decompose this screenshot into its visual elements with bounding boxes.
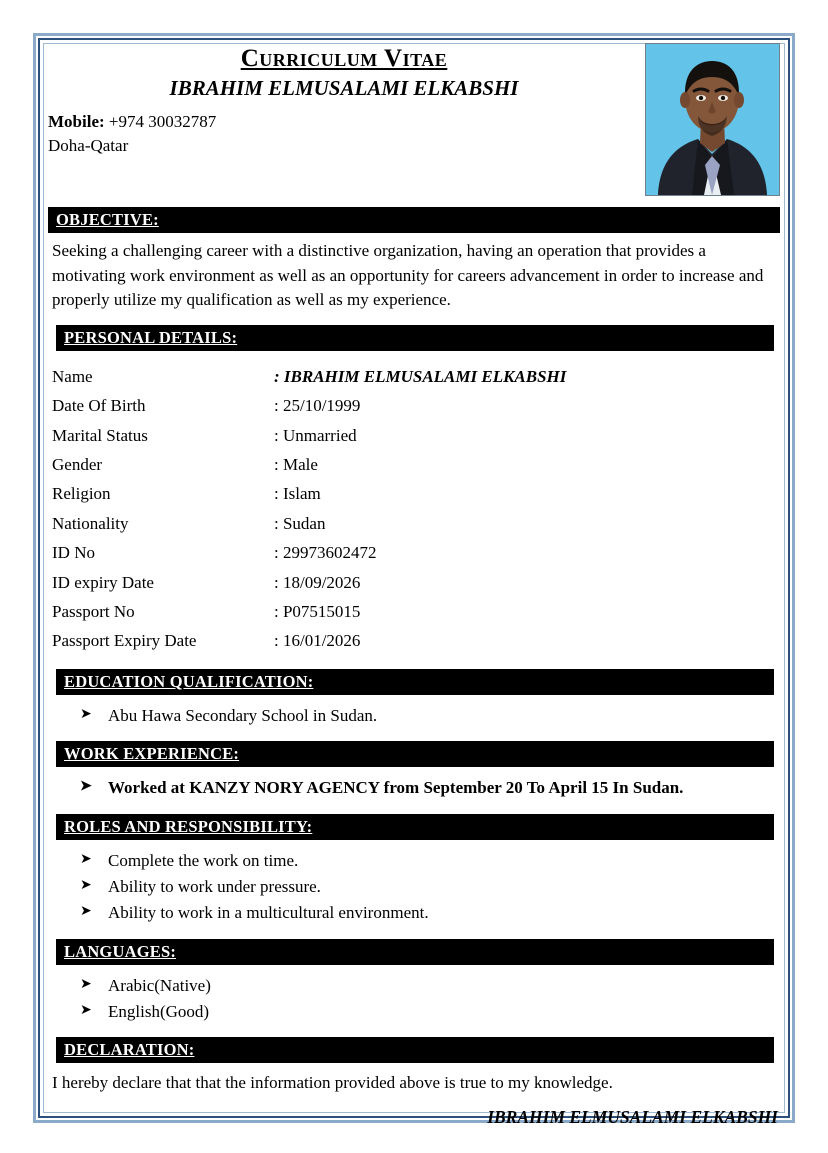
- list-item: ➤ English(Good): [80, 999, 780, 1025]
- objective-heading: OBJECTIVE:: [56, 210, 159, 229]
- list-item: ➤ Complete the work on time.: [80, 848, 780, 874]
- detail-key: Passport No: [52, 602, 135, 622]
- detail-value: : 25/10/1999: [274, 396, 361, 416]
- detail-key: Nationality: [52, 513, 129, 533]
- list-item: ➤ Ability to work in a multicultural environment.: [80, 900, 780, 926]
- detail-key: ID No: [52, 543, 95, 563]
- avatar: [645, 43, 780, 196]
- personal-details-heading: PERSONAL DETAILS:: [64, 327, 238, 347]
- table-row: [52, 422, 566, 451]
- profile-photo-illustration: [646, 44, 779, 195]
- declaration-heading: DECLARATION:: [64, 1040, 195, 1060]
- section-bar-roles: [56, 814, 774, 840]
- detail-value: : 16/01/2026: [274, 631, 361, 651]
- detail-value: : Unmarried: [274, 425, 357, 445]
- mobile-label: Mobile:: [48, 111, 105, 131]
- table-row: [52, 598, 566, 627]
- section-bar-personal-details: [56, 325, 774, 351]
- roles-heading: ROLES AND RESPONSIBILITY:: [64, 816, 313, 836]
- mobile-value: +974 30032787: [108, 111, 217, 131]
- candidate-name: IBRAHIM ELMUSALAMI ELKABSHI: [169, 75, 519, 100]
- signature-name: IBRAHIM ELMUSALAMI ELKABSHI: [487, 1107, 778, 1128]
- detail-key: Date Of Birth: [52, 396, 146, 416]
- list-item: ➤ Worked at KANZY NORY AGENCY from September 20 To April 15 In Sudan.: [80, 775, 780, 801]
- section-bar-declaration: [56, 1037, 774, 1063]
- work-experience-heading: WORK EXPERIENCE:: [64, 744, 240, 764]
- detail-value: : 29973602472: [274, 543, 377, 563]
- detail-key: Passport Expiry Date: [52, 631, 197, 651]
- detail-key: Gender: [52, 455, 103, 475]
- table-row: [52, 569, 566, 598]
- detail-key: Religion: [52, 484, 111, 504]
- declaration-text: I hereby declare that that the information provided above is true to my knowledge.: [52, 1073, 613, 1093]
- roles-list: [48, 848, 780, 927]
- detail-value: : Islam: [274, 484, 321, 504]
- education-list: [48, 703, 780, 729]
- table-row: [52, 627, 566, 656]
- languages-list: [48, 973, 780, 1026]
- section-bar-languages: [56, 939, 774, 965]
- table-row: [52, 451, 566, 480]
- section-bar-objective: [48, 207, 780, 233]
- languages-heading: LANGUAGES:: [64, 941, 177, 961]
- education-heading: EDUCATION QUALIFICATION:: [64, 671, 314, 691]
- detail-value: : IBRAHIM ELMUSALAMI ELKABSHI: [274, 366, 567, 386]
- resume-content: [48, 45, 780, 1128]
- table-row: [52, 363, 566, 392]
- objective-text: Seeking a challenging career with a distinctive organization, having an operation that provides a motivating work environment as well as an opportunity for careers advancement in order to increase and properly utilize my qualification as well as my experience.: [52, 241, 764, 310]
- resume-header: [48, 45, 780, 195]
- personal-details-table: [52, 363, 566, 657]
- page-title: Curriculum Vitae: [240, 45, 448, 72]
- list-item: ➤ Ability to work under pressure.: [80, 874, 780, 900]
- list-item: ➤ Abu Hawa Secondary School in Sudan.: [80, 703, 780, 729]
- detail-key: ID expiry Date: [52, 572, 154, 592]
- detail-key: Marital Status: [52, 425, 148, 445]
- section-bar-education: [56, 669, 774, 695]
- list-item: ➤ Arabic(Native): [80, 973, 780, 999]
- detail-value: : P07515015: [274, 602, 361, 622]
- table-row: [52, 392, 566, 421]
- location-line: Doha-Qatar: [48, 136, 129, 156]
- table-row: [52, 539, 566, 568]
- table-row: [52, 480, 566, 509]
- detail-value: : 18/09/2026: [274, 572, 361, 592]
- section-bar-work-experience: [56, 741, 774, 767]
- work-experience-list: [48, 775, 780, 801]
- table-row: [52, 510, 566, 539]
- detail-key: Name: [52, 366, 93, 386]
- detail-value: : Sudan: [274, 513, 326, 533]
- detail-value: : Male: [274, 455, 318, 475]
